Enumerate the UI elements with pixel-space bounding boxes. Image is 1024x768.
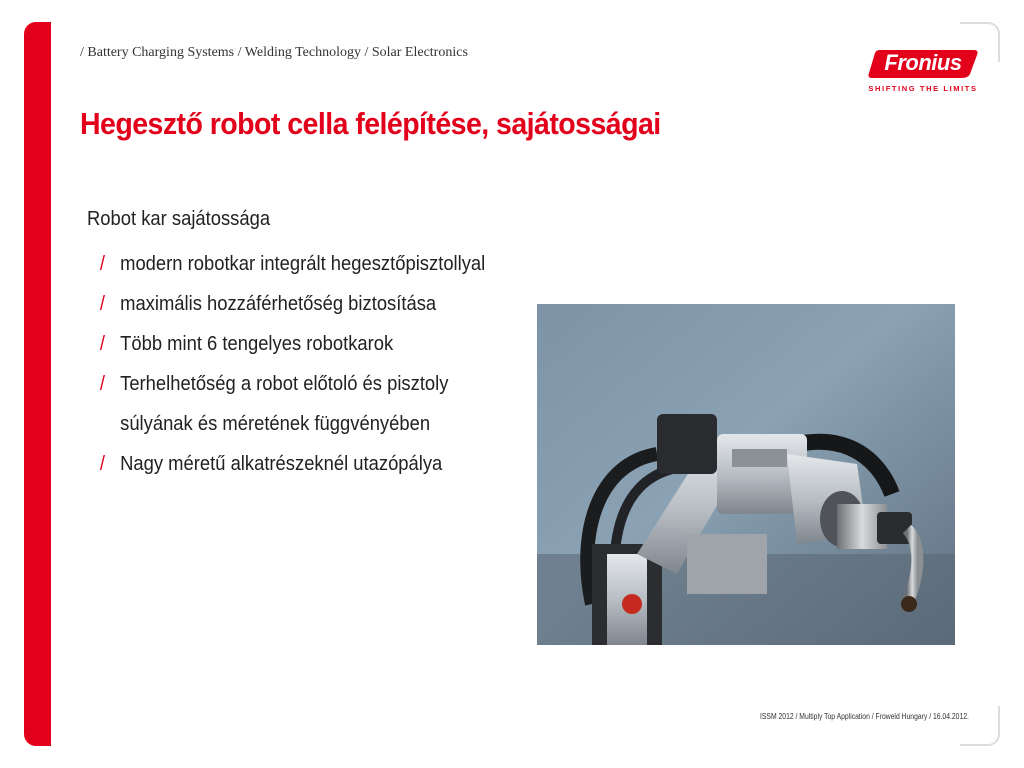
slide-content [87,204,485,484]
bullet-item [87,444,485,484]
bullet-slash-marker: / [99,293,105,315]
section-heading: Robot kar sajátossága [87,208,271,230]
bullet-slash-marker: / [99,333,105,355]
header-tagline: / Battery Charging Systems / Welding Technology / Solar Electronics [80,45,468,60]
bullet-item [87,244,485,284]
bullet-item [87,284,485,324]
bullet-text: modern robotkar integrált hegesztőpisztollyal [120,253,486,275]
bullet-text: Terhelhetőség a robot előtoló és pisztoly [120,373,449,395]
welding-robot-photo [537,304,955,645]
bullet-text: Több mint 6 tengelyes robotkarok [120,333,394,355]
bullet-item [87,324,485,364]
bullet-text-continuation: súlyának és méretének függvényében [120,413,431,435]
red-side-bar [24,22,51,746]
bullet-text: maximális hozzáférhetőség biztosítása [120,293,437,315]
bullet-slash-marker: / [99,253,105,275]
footer-text: ISSM 2012 / Multiply Top Application / Froweld Hungary / 16.04.2012. [760,712,969,721]
logo-slogan: SHIFTING THE LIMITS [868,84,978,93]
bullet-slash-marker: / [99,453,105,475]
logo-wordmark: Fronius [884,50,962,75]
bullet-text: Nagy méretű alkatrészeknél utazópálya [120,453,443,475]
fronius-logo [866,46,980,96]
slide-title: Hegesztő robot cella felépítése, sajátosságai [80,106,661,141]
bullet-item [87,364,485,444]
bullet-slash-marker: / [99,373,105,395]
